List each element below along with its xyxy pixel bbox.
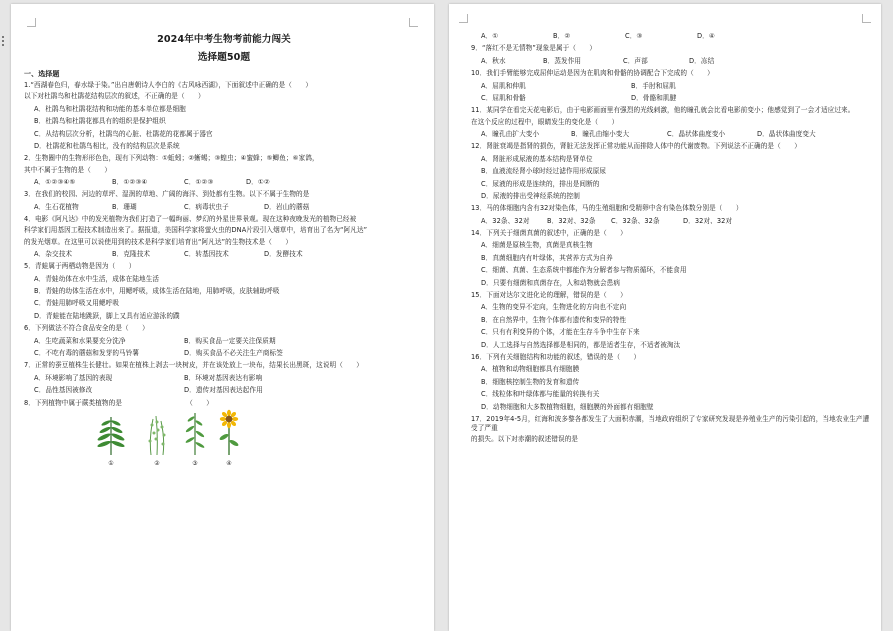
option-a: A．生物的变异不定向，生物进化的方向也不定向 — [481, 303, 627, 312]
question-17 — [471, 415, 871, 445]
option-d: D．人工选择与自然选择都是相同的，都是适者生存，不适者被淘汰 — [481, 340, 681, 349]
question-10 — [471, 69, 871, 103]
plant-figure-4 — [212, 409, 246, 467]
plant-figure-2 — [140, 413, 174, 467]
option-a: A．32条、32对 — [481, 216, 530, 225]
question-text: 11．某同学在看完天花电影后，由于电影画面里有强烈的光线刺激，他的瞳孔就会比看电影前变小；他感觉到了一会才适应过来。 — [471, 106, 855, 115]
page-subtitle: 选择题50题 — [197, 52, 251, 63]
question-1 — [24, 81, 424, 151]
page-content — [24, 34, 424, 468]
document-page-left — [11, 4, 434, 631]
question-text: 的损失。以下对赤潮的叙述错误的是 — [471, 435, 579, 444]
question-text: 16．下列有关细胞结构和功能的叙述，错误的是（ ） — [471, 352, 641, 361]
question-text — [24, 399, 424, 408]
option-b: B．蒸发作用 — [543, 56, 582, 65]
question-5 — [24, 262, 424, 321]
option-b: B．杜鹃鸟和杜鹃花都具有的组织是保护组织 — [34, 117, 166, 126]
option-d: D．动物细胞和大多数植物细胞，细胞膜的外面都有细胞壁 — [481, 402, 654, 411]
option-c: C．细菌、真菌、生态系统中都能作为分解者参与物质循环，不能食用 — [481, 266, 687, 275]
plant-figure-3 — [178, 411, 212, 467]
page-title: 2024年中考生物考前能力闯关 — [157, 34, 291, 45]
question-text: 3．在我们的校园、河边的草坪、湿润的草地、广阔的海洋、到处都有生物。以下不属于生物的是 — [24, 190, 310, 199]
options-grid — [471, 82, 871, 104]
options-grid — [24, 374, 424, 396]
option-d: D．遗传对基因表达起作用 — [184, 386, 263, 395]
option-d: D．④ — [697, 32, 715, 40]
question-text: 12．肾脏衰竭是指肾的损伤，肾脏无法发挥正常功能从而排除人体中的代谢废物。下列说法不正确的是（ ） — [471, 142, 801, 151]
option-d: D．①② — [246, 177, 270, 186]
question-7 — [24, 361, 424, 395]
question-text: 17．2019年4-5月，红海和波多黎各都发生了大面积赤潮，当地政府组织了专家研究发现是养殖业生产的污染引起的，当地农业生产遭受了严重 — [471, 414, 870, 433]
option-d: D．青蛙能在陆地跳跃，脚上又具有适应游泳的蹼 — [34, 311, 180, 320]
option-c: C．青蛙用肺呼吸又用鳃呼吸 — [34, 299, 120, 308]
question-3 — [24, 190, 424, 212]
option-a: A．①②③④⑤ — [34, 177, 76, 186]
option-a: A．秋水 — [481, 56, 506, 65]
option-c: C．转基因技术 — [184, 249, 229, 258]
question-text: 其中不属于生物的是（ ） — [24, 165, 112, 174]
option-c: C．屈肌和骨骼 — [481, 93, 526, 102]
option-d: D．骨骼和肌腱 — [631, 93, 677, 102]
question-8-options — [471, 32, 871, 41]
plant-figures — [24, 414, 424, 468]
question-6 — [24, 324, 424, 358]
option-b: B．② — [553, 32, 571, 40]
question-text: 2．生物圈中的生物形形色色，现有下列动物：①蚯蚓；②蜥蜴；③蝗虫；④蜜蜂；⑤鲫鱼；⑥家鸽， — [24, 154, 319, 163]
option-d: D．晶状体曲度变大 — [757, 129, 816, 138]
option-d: D．32对、32对 — [683, 216, 733, 225]
question-text: 科学家们用基因工程技术制造出来了。据报道，美国科学家将萤火虫的DNA片段引入烟草中，培育出了名为“阿凡达” — [24, 226, 368, 235]
option-a: A．青蛙幼体在水中生活，成体在陆地生活 — [34, 274, 160, 283]
page-corner-mark — [459, 14, 468, 23]
option-b: B．细胞核控制生物的发育和遗传 — [481, 377, 580, 386]
page-content — [471, 32, 871, 445]
question-8 — [24, 399, 424, 468]
option-c: C．声部 — [623, 56, 648, 65]
question-text: 10．我们手臂能够完成屈伸运动是因为在肌肉和骨骼的协调配合下完成的（ ） — [471, 69, 714, 78]
option-a: A．瞳孔由扩大变小 — [481, 129, 540, 138]
document-page-right — [449, 4, 881, 631]
option-c: C．①②③ — [184, 177, 214, 186]
option-d: D．尿液的排出受神经系统的控制 — [481, 191, 580, 200]
option-c: C．从结构层次分析，杜鹃鸟的心脏、杜鹃花的花都属于器官 — [34, 129, 213, 138]
option-c: C．病毒状虫子 — [184, 202, 229, 211]
option-d: D．冻结 — [689, 56, 715, 65]
option-c: C．尿液的形成是连续的，排出是间断的 — [481, 179, 600, 188]
option-a: A．肾脏形成尿液的基本结构是肾单位 — [481, 154, 593, 163]
fern-icon — [97, 413, 125, 455]
options-row — [24, 203, 424, 212]
page-corner-mark — [27, 18, 36, 27]
plant-figure-1 — [94, 413, 128, 467]
option-a: A．植物和动物细胞都具有细胞膜 — [481, 365, 580, 374]
question-16 — [471, 353, 871, 412]
question-text: 9．“落红不是无情物”现象是属于（ ） — [471, 44, 597, 53]
option-a: A．环境影响了基因的表现 — [34, 373, 113, 382]
option-c: C．品性基因被修改 — [34, 386, 93, 395]
option-b: B．①②③④ — [112, 177, 148, 186]
figure-label: ③ — [192, 459, 198, 467]
options-row — [471, 57, 871, 66]
drag-handle[interactable] — [2, 36, 4, 48]
sunflower-icon — [215, 409, 243, 455]
option-b: B．血液流经肾小球时经过滤作用形成原尿 — [481, 167, 607, 176]
question-text-main: 8．下列植物中属于蕨类植物的是 — [24, 398, 123, 407]
option-b: B．瞳孔由缩小变大 — [571, 129, 630, 138]
option-d: D．杜鹃花和杜鹃鸟相比，没有的结构层次是系统 — [34, 141, 180, 150]
question-12 — [471, 142, 871, 201]
option-a: A．① — [481, 32, 499, 40]
figure-label: ② — [154, 459, 160, 467]
option-c: C．③ — [625, 32, 643, 40]
question-11 — [471, 106, 871, 139]
question-text: 4．电影《阿凡达》中的发光植物为我们打造了一幅绚丽、梦幻的外星世界景观。现在这种夜晚发光的植物已经被 — [24, 215, 357, 224]
option-b: B．环境对基因表达有影响 — [184, 373, 263, 382]
option-c: C．不吃有毒的蘑菇和发芽的马铃薯 — [34, 349, 140, 358]
moss-icon — [143, 413, 171, 455]
question-text: 的发光烟草。在这里可以说使用到的技术是科学家们培育出“阿凡达”的生物技术是（ ） — [24, 237, 293, 246]
question-text: 5．青蛙属于两栖动物是因为（ ） — [24, 262, 136, 271]
grass-plant-icon — [183, 411, 207, 455]
question-text: 7．正常的蚕豆植株生长健壮。如果在植株上剥去一块树皮，并在该处放上一块布，结果长出黑斑，这说明（ ） — [24, 361, 363, 370]
question-text: 在这个反应的过程中，眼睛发生的变化是（ ） — [471, 117, 619, 126]
question-text: 13．马的体细胞内含有32对染色体，马的生殖细胞和受精卵中含有染色体数分别是（ ） — [471, 204, 743, 213]
option-b: B．青蛙的幼体生活在水中，用鳃呼吸，成体生活在陆地，用肺呼吸，皮肤辅助呼吸 — [34, 287, 280, 296]
options-row — [24, 178, 424, 187]
options-grid — [24, 337, 424, 359]
question-9 — [471, 44, 871, 66]
question-15 — [471, 291, 871, 350]
question-4 — [24, 215, 424, 259]
question-text: 以下对杜鹃鸟和杜鹃花结构层次的叙述，不正确的是（ ） — [24, 92, 205, 101]
question-text: 6．下列做法不符合食品安全的是（ ） — [24, 324, 149, 333]
option-a: A．细菌是原核生物，真菌是真核生物 — [481, 241, 593, 250]
options-row — [471, 130, 871, 139]
option-d: D．只要有细菌和真菌存在，人和动物就会患病 — [481, 278, 621, 287]
figure-label: ④ — [226, 459, 232, 467]
figure-label: ① — [108, 459, 114, 467]
option-b: B．手肘和屈肌 — [631, 81, 676, 90]
option-d: D．岩山的蘑菇 — [264, 202, 310, 211]
option-a: A．屈肌和伸肌 — [481, 81, 526, 90]
option-b: B．珊瑚 — [112, 202, 137, 211]
section-heading: 一、选择题 — [24, 70, 60, 78]
option-d: D．发酵技术 — [264, 249, 303, 258]
answer-blank: （ ） — [186, 398, 213, 407]
option-c: C．只有有利变异的个体，才能在生存斗争中生存下来 — [481, 328, 640, 337]
option-b: B．克隆技术 — [112, 249, 151, 258]
option-a: A．杂交技术 — [34, 249, 73, 258]
option-a: A．杜鹃鸟和杜鹃花结构和功能的基本单位都是细胞 — [34, 104, 186, 113]
question-14 — [471, 229, 871, 288]
option-a: A．生石花植物 — [34, 202, 79, 211]
question-text: 1.“西湖春色归，春水绿于染。”出自唐朝诗人李白的《古风咏西湖》，下面叙述中正确的是（ ） — [24, 81, 313, 90]
option-b: B．购买食品一定要关注保质期 — [184, 336, 276, 345]
option-b: B．在自然界中，生物个体都有遗传和变异的特性 — [481, 315, 627, 324]
option-c: C．32条、32条 — [611, 216, 660, 225]
option-d: D．购买食品不必关注生产商标签 — [184, 349, 283, 358]
option-b: B．真菌细胞内有叶绿体，其营养方式为自养 — [481, 253, 613, 262]
question-2 — [24, 154, 424, 187]
option-c: C．晶状体曲度变小 — [667, 129, 726, 138]
option-c: C．线粒体和叶绿体都与能量的转换有关 — [481, 390, 600, 399]
question-text: 15．下面对达尔文进化论的理解，错误的是（ ） — [471, 291, 627, 300]
question-13 — [471, 204, 871, 226]
options-row — [471, 217, 871, 226]
question-text: 14．下列关于细菌真菌的叙述中，正确的是（ ） — [471, 229, 627, 238]
page-corner-mark — [409, 18, 418, 27]
option-a: A．生吃蔬菜和水果要充分洗净 — [34, 336, 126, 345]
options-row — [24, 250, 424, 259]
page-corner-mark — [862, 14, 871, 23]
option-b: B．32对、32条 — [547, 216, 596, 225]
